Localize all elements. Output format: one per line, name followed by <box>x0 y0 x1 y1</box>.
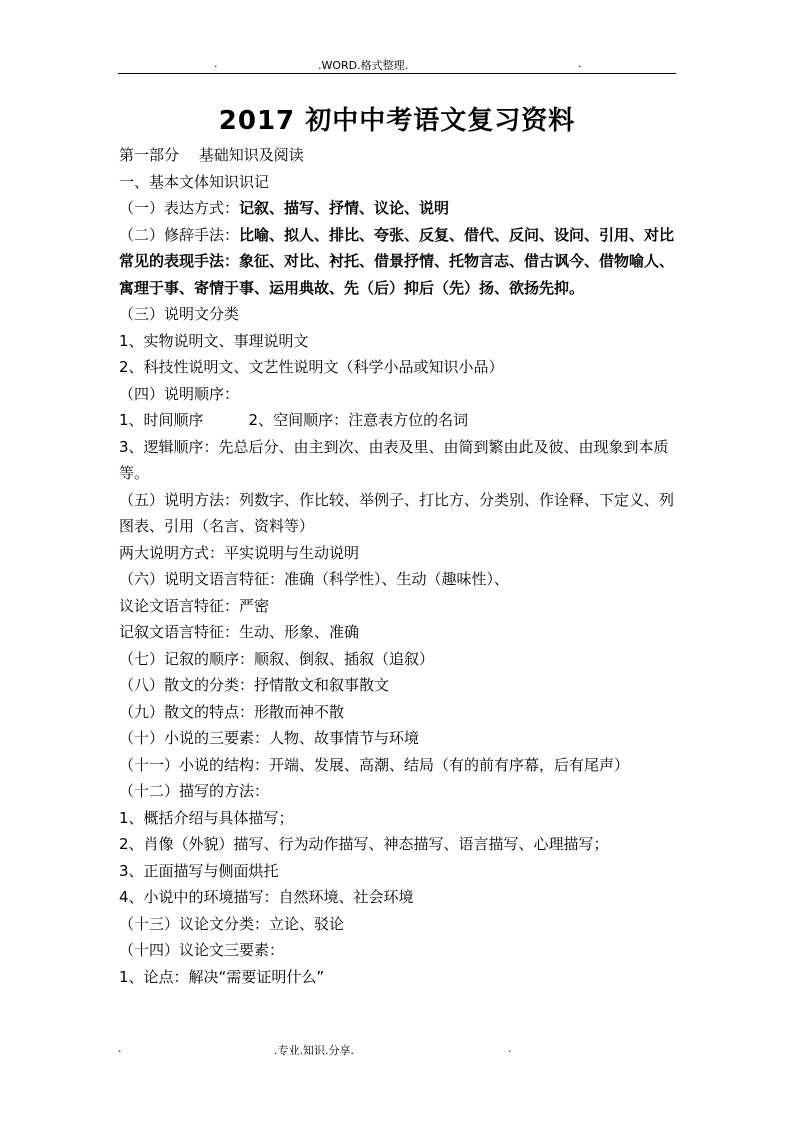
text-line: 1、时间顺序 2、空间顺序：注意表方位的名词 <box>119 411 469 429</box>
rhetoric-methods <box>119 222 679 249</box>
text-line: （三）说明文分类 <box>119 305 240 323</box>
expression-techniques: 常见的表现手法：象征、对比、衬托、借景抒情、托物言志、借古讽今、借物喻人、寓理于事、寄情于事、运用典故、先（后）抑后（先）扬、欲扬先抑。 <box>119 252 675 297</box>
text-line: 1、实物说明文、事理说明文 <box>119 331 309 350</box>
document-body <box>119 142 679 990</box>
text-line: 3、正面描写与侧面烘托 <box>119 861 279 880</box>
rhetoric-label: （二）修辞手法： <box>119 225 240 244</box>
text-line: 议论文语言特征：严密 <box>119 596 270 615</box>
text-line: （七）记叙的顺序：顺叙、倒叙、插叙（追叙） <box>119 649 435 668</box>
text-line: （十四）议论文三要素： <box>119 941 285 959</box>
header-left-dot: . <box>214 57 218 70</box>
expression-methods <box>119 195 679 222</box>
page-footer <box>118 1042 678 1058</box>
text-line: （十三）议论文分类：立论、驳论 <box>119 914 345 933</box>
expression-values: 记叙、描写、抒情、议论、说明 <box>239 199 450 217</box>
document-title: 2017 初中中考语文复习资料 <box>218 106 576 136</box>
text-line: （六）说明文语言特征：准确（科学性）、生动（趣味性）、 <box>119 570 510 588</box>
text-line: 2、肖像（外貌）描写、行为动作描写、神态描写、语言描写、心理描写； <box>119 835 609 853</box>
footer-text: .专业.知识.分享. <box>274 1044 354 1057</box>
section-heading: 一、基本文体知识识记 <box>119 172 270 191</box>
text-line: （五）说明方法：列数字、作比较、举例子、打比方、分类别、作诠释、下定义、列图表、引用（名言、资料等） <box>119 490 675 535</box>
rhetoric-values: 比喻、拟人、排比、夸张、反复、借代、反问、设问、引用、对比 <box>239 225 675 244</box>
header-text: .WORD.格式整理. <box>318 59 409 72</box>
text-line: 1、概括介绍与具体描写； <box>119 808 294 827</box>
text-line: 记叙文语言特征：生动、形象、准确 <box>119 623 360 641</box>
text-line: 3、逻辑顺序：先总后分、由主到次、由表及里、由简到繁由此及彼、由现象到本质等。 <box>119 437 669 482</box>
text-line: （十一）小说的结构：开端、发展、高潮、结局（有的前有序幕，后有尾声） <box>119 755 630 774</box>
text-line: （八）散文的分类：抒情散文和叙事散文 <box>119 676 390 694</box>
part-heading: 第一部分 基础知识及阅读 <box>119 146 304 164</box>
header-right-dot: . <box>578 57 582 70</box>
text-line: 两大说明方式：平实说明与生动说明 <box>119 543 360 562</box>
expression-label: （一）表达方式： <box>119 199 240 217</box>
text-line: 2、科技性说明文、文艺性说明文（科学小品或知识小品） <box>119 358 504 376</box>
text-line: （九）散文的特点：形散而神不散 <box>119 702 345 721</box>
text-line: 4、小说中的环境描写：自然环境、社会环境 <box>119 888 414 906</box>
text-line: （十二）描写的方法： <box>119 782 270 800</box>
page-header <box>118 57 676 74</box>
footer-left-dot: . <box>118 1042 122 1055</box>
text-line: （四）说明顺序： <box>119 384 240 403</box>
text-line: （十）小说的三要素：人物、故事情节与环境 <box>119 729 420 747</box>
footer-right-dot: . <box>508 1042 512 1055</box>
text-line: 1、论点：解决“需要证明什么” <box>119 967 325 986</box>
